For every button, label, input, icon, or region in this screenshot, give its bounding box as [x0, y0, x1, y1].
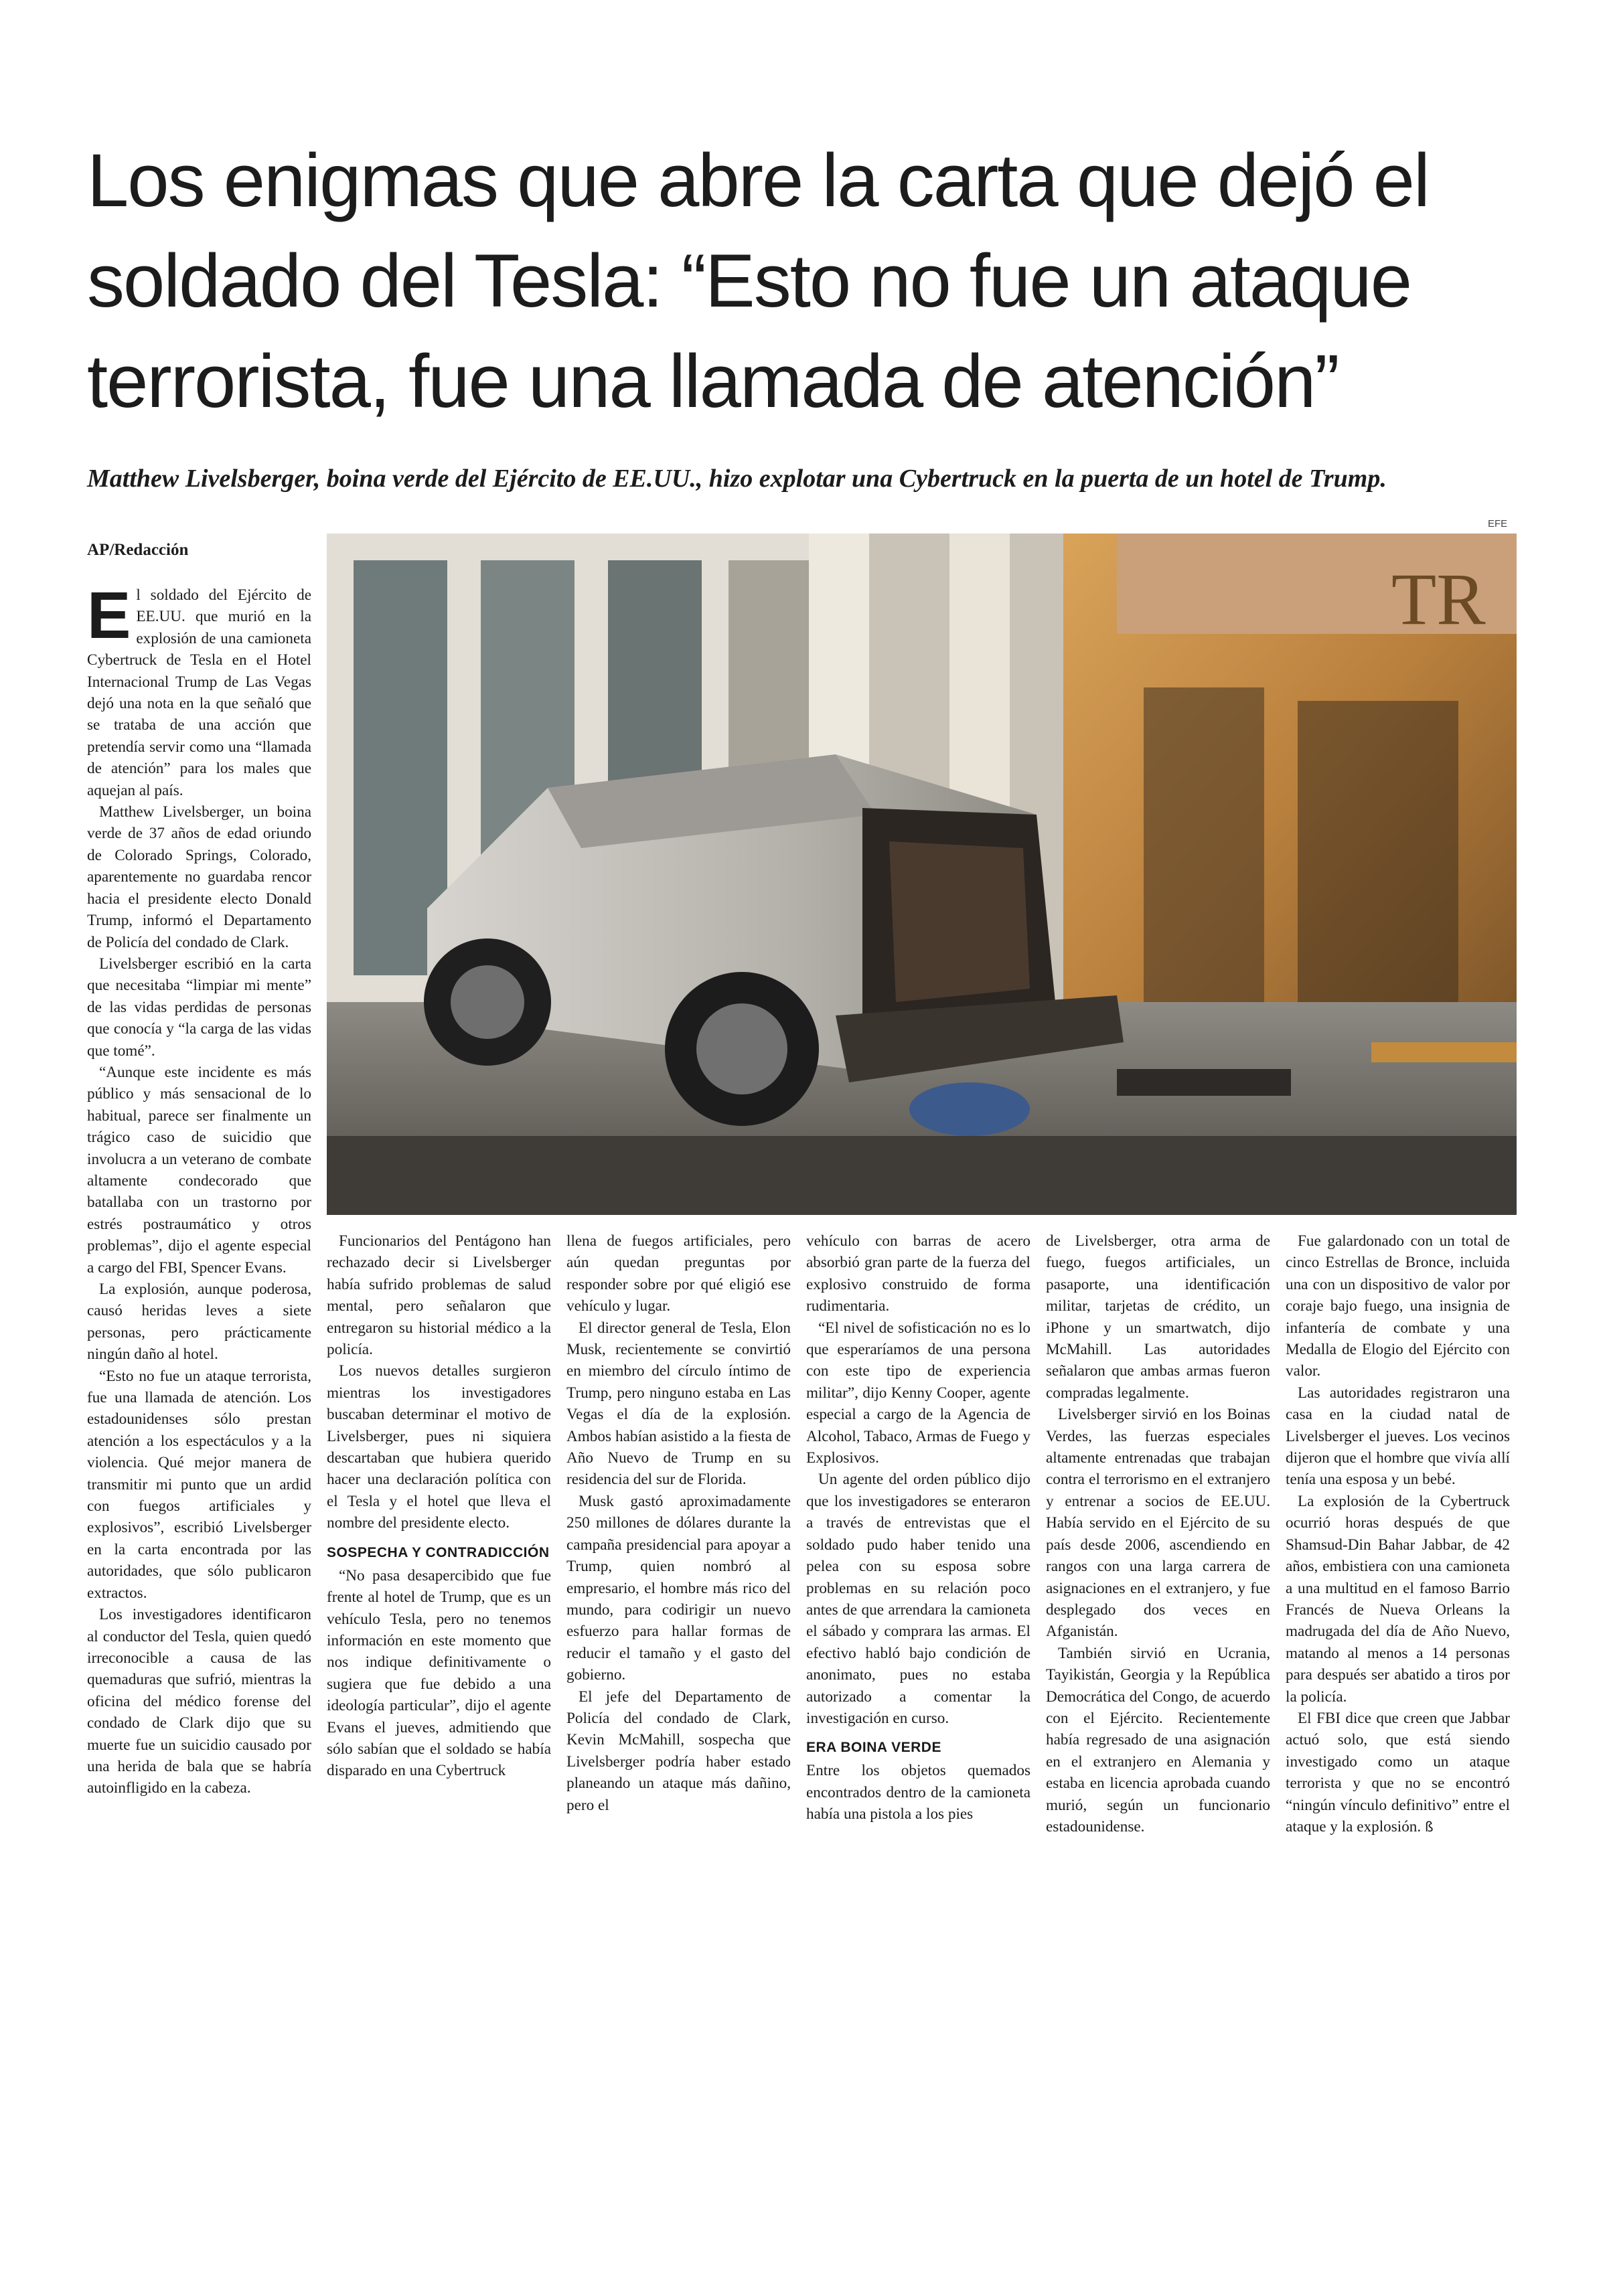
photo-credit: EFE: [1488, 518, 1508, 529]
paragraph: “El nivel de sofisticación no es lo que esperaríamos de una persona con este tipo de experiencia militar”, dijo Kenny Cooper, agente especial a cargo de la Agencia de Alcohol, Tabaco, Armas de Fuego y Explosivos.: [806, 1319, 1030, 1467]
article-column-3: [566, 1230, 791, 1816]
paragraph: La explosión de la Cybertruck ocurrió horas después de que Shamsud-Din Bahar Jabbar, de 42 años, embistiera con una camioneta a una multitud en el famoso Barrio Francés de Nueva Orleans la madrugada del día de Año Nuevo, matando al menos a 14 personas para después ser abatido a tiros por la policía.: [1286, 1492, 1510, 1706]
section-subhead: SOSPECHA Y CONTRADICCIÓN: [327, 1544, 550, 1560]
paragraph: Las autoridades registraron una casa en la ciudad natal de Livelsberger el jueves. Los vecinos dijeron que el hombre que vivía allí tenía una esposa y un bebé.: [1286, 1384, 1510, 1489]
paragraph: Livelsberger escribió en la carta que necesitaba “limpiar mi mente” de las vidas perdidas de personas que conocía y “la carga de las vidas que tomé”.: [87, 955, 311, 1060]
paragraph: Fue galardonado con un total de cinco Estrellas de Bronce, incluida una con un dispositivo de valor por coraje bajo fuego, una insignia de infantería de combate y una Medalla de Elogio del Ejército con valor.: [1286, 1232, 1510, 1380]
paragraph: Entre los objetos quemados encontrados dentro de la camioneta había una pistola a los pies: [806, 1762, 1030, 1823]
subheadline: Matthew Livelsberger, boina verde del Ejército de EE.UU., hizo explotar una Cybertruck en la puerta de un hotel de Trump.: [87, 465, 1387, 493]
headline: Los enigmas que abre la carta que dejó el soldado del Tesla: “Esto no fue un ataque terrorista, fue una llamada de atención”: [87, 139, 1429, 423]
paragraph: “No pasa desapercibido que fue frente al hotel de Trump, que es un vehículo Tesla, pero no tenemos información en este momento que nos indique definitivamente o sugiera que fue debido a una ideología particular”, dijo el agente Evans el jueves, admitiendo que sólo sabían que el soldado se había disparado en una Cybertruck: [327, 1566, 551, 1780]
end-mark: ß: [1425, 1818, 1434, 1835]
article-column-1: [87, 578, 311, 1799]
paragraph: Un agente del orden público dijo que los investigadores se enteraron a través de entrevistas que el soldado pudo haber tenido una pelea con su esposa sobre problemas en su relación poco antes de que arrendara la camioneta el sábado y comprara las armas. El efectivo habló bajo condición de anonimato, pues no estaba autorizado a comentar la investigación en curso.: [806, 1471, 1030, 1727]
paragraph: Funcionarios del Pentágono han rechazado decir si Livelsberger había sufrido problemas de salud mental, pero señalaron que entregaron su historial médico a la policía.: [327, 1232, 551, 1359]
article-column-5: [1046, 1230, 1270, 1837]
paragraph: vehículo con barras de acero absorbió gran parte de la fuerza del explosivo construido de forma rudimentaria.: [806, 1232, 1030, 1315]
paragraph: l soldado del Ejército de EE.UU. que murió en la explosión de una camioneta Cybertruck de Tesla en el Hotel Internacional Trump de Las Vegas dejó una nota en la que señaló que se trataba de una acción que pretendía servir como una “llamada de atención” para los males que aquejan al país.: [87, 586, 311, 799]
news-photo: [327, 534, 1517, 1215]
paragraph: La explosión, aunque poderosa, causó heridas leves a siete personas, pero prácticamente ningún daño al hotel.: [87, 1281, 311, 1364]
paragraph: El director general de Tesla, Elon Musk, recientemente se convirtió en miembro del círculo íntimo de Trump, pero ninguno estaba en Las Vegas el día de la explosión. Ambos habían asistido a la fiesta de Año Nuevo de Trump en su residencia del sur de Florida.: [566, 1319, 791, 1489]
cybertruck-photo-illustration: [327, 534, 1517, 1215]
paragraph: El jefe del Departamento de Policía del condado de Clark, Kevin McMahill, sospecha que Livelsberger podría haber estado planeando un ataque más dañino, pero el: [566, 1688, 791, 1814]
section-subhead: ERA BOINA VERDE: [806, 1740, 941, 1756]
paragraph: Los nuevos detalles surgieron mientras los investigadores buscaban determinar el motivo de Livelsberger, pues ni siquiera descartaban que hubiera querido hacer una declaración política con el Tesla y el hotel que lleva el nombre del presidente electo.: [327, 1362, 551, 1532]
paragraph: También sirvió en Ucrania, Tayikistán, Georgia y la República Democrática del Congo, de acuerdo con el Ejército. Recientemente había regresado de una asignación en el extranjero en Alemania y estaba en licencia aprobada cuando murió, según un funcionario estadounidense.: [1046, 1644, 1270, 1835]
drop-cap: E: [87, 578, 131, 652]
article-column-6: [1286, 1230, 1510, 1837]
paragraph: de Livelsberger, otra arma de fuego, fuegos artificiales, un pasaporte, una identificación militar, tarjetas de crédito, un iPhone y un smartwatch, dijo McMahill. Las autoridades señalaron que ambas armas fueron compradas legalmente.: [1046, 1232, 1270, 1402]
article-column-4: [806, 1230, 1030, 1825]
paragraph: “Esto no fue un ataque terrorista, fue una llamada de atención. Los estadounidenses sólo prestan atención a los espectáculos y a la violencia. Qué mejor manera de transmitir mi punto que un ardid con fuegos artificiales y explosivos”, escribió Livelsberger en la carta encontrada por las autoridades, que sólo publicaron extractos.: [87, 1367, 311, 1602]
paragraph: El FBI dice que creen que Jabbar actuó solo, que está siendo investigado como un ataque terrorista y que no se encontró “ningún vínculo definitivo” entre el ataque y la explosión.: [1286, 1709, 1510, 1835]
paragraph: “Aunque este incidente es más público y más sensacional de lo habitual, parece ser finalmente un trágico caso de suicidio que involucra a un veterano de combate altamente condecorado que batallaba con un trastorno por estrés postraumático y otros problemas”, dijo el agente especial a cargo del FBI, Spencer Evans.: [87, 1063, 311, 1277]
byline: AP/Redacción: [87, 541, 189, 559]
paragraph: Matthew Livelsberger, un boina verde de 37 años de edad oriundo de Colorado Springs, Colorado, aparentemente no guardaba rencor hacia el presidente electo Donald Trump, informó el Departamento de Policía del condado de Clark.: [87, 803, 311, 951]
paragraph: llena de fuegos artificiales, pero aún quedan preguntas por responder sobre por qué eligió ese vehículo y lugar.: [566, 1232, 791, 1315]
paragraph: Los investigadores identificaron al conductor del Tesla, quien quedó irreconocible a causa de las quemaduras que sufrió, mientras la oficina del médico forense del condado de Clark dijo que su muerte fue un suicidio causado por una herida de bala que se habría autoinfligido en la cabeza.: [87, 1606, 311, 1797]
paragraph: Musk gastó aproximadamente 250 millones de dólares durante la campaña presidencial para apoyar a Trump, quien nombró al empresario, el hombre más rico del mundo, para codirigir un nuevo esfuerzo para hallar formas de reducir el tamaño y el gasto del gobierno.: [566, 1492, 791, 1684]
hotel-sign-text: TR: [1391, 558, 1486, 640]
paragraph: Livelsberger sirvió en los Boinas Verdes, las fuerzas especiales altamente entrenadas que trabajan contra el terrorismo en el extranjero y entrenar a socios de EE.UU. Había servido en el Ejército de su país desde 2006, ascendiendo en rangos con una larga carrera de asignaciones en el extranjero, y fue desplegado dos veces en Afganistán.: [1046, 1406, 1270, 1641]
article-column-2: [327, 1230, 551, 1782]
